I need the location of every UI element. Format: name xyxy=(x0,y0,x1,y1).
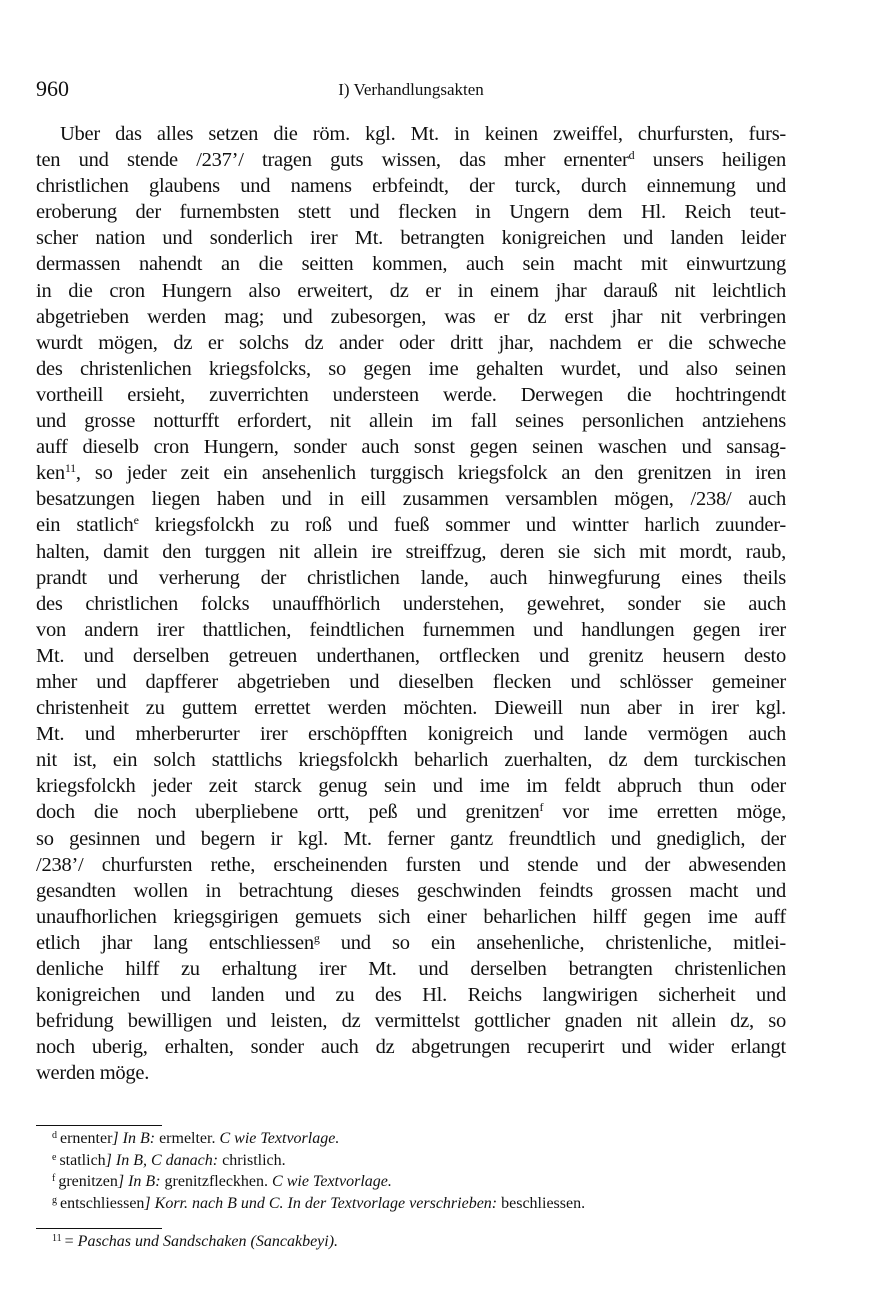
commentary-notes xyxy=(52,1231,338,1253)
text-line: nit ist, ein solch stattlichs kriegsfolckh beharlich zuerhalten, dz dem turckischen xyxy=(36,749,786,772)
text-line: mher und dapfferer abgetrieben und dieselben flecken und schlösser gemeiner xyxy=(36,670,786,693)
commentary-note: $^{11}$ = Paschas und Sandschaken (Sancakbeyi). xyxy=(52,1233,339,1250)
textual-note: $^f$ grenitzen] In B: grenitzfleckhen. C wie Textvorlage. xyxy=(52,1173,392,1190)
text-line: befridung bewilligen und leisten, dz vermittelst gottlicher gnaden nit allein dz, so xyxy=(36,1010,786,1033)
commentary-notes-rule xyxy=(36,1228,162,1229)
textual-note: $^d$ ernenter] In B: ermelter. C wie Textvorlage. xyxy=(52,1130,340,1147)
text-line: unaufhorlichen kriegsgirigen gemuets sich einer beharlichen hilff gegen ime auff xyxy=(36,905,786,928)
text-line: ten und stende /237’/ tragen guts wissen, das mher ernenter$^d$ unsers heiligen xyxy=(36,148,786,172)
note-mark: e xyxy=(52,1151,57,1163)
text-line: von andern irer thattlichen, feindtlichen furnemmen und handlungen gegen irer xyxy=(36,618,786,641)
text-line: kriegsfolckh jeder zeit starck genug sein und ime im feldt abpruch thun oder xyxy=(36,775,786,798)
text-line: abgetrieben werden mag; und zubesorgen, was er dz erst jhar nit verbringen xyxy=(36,305,786,328)
text-line: des christlichen folcks unauffhörlich understehen, gewehret, sonder sie auch xyxy=(36,592,786,615)
note-reference: d xyxy=(628,148,635,163)
text-line: halten, damit den turggen nit allein ire streiffzug, deren sie sich mit mordt, raub, xyxy=(36,540,786,563)
text-line: etlich jhar lang entschliessen$^g$ und so ein ansehenliche, christenliche, mitlei- xyxy=(36,930,786,954)
text-line: christenheit zu guttem errettet werden möchten. Dieweill nun aber in irer kgl. xyxy=(36,697,786,720)
text-line: vortheill ersieht, zuverrichten understeen werde. Derwegen die hochtringendt xyxy=(36,383,786,406)
note-mark: f xyxy=(52,1173,56,1184)
text-line: konigreichen und landen und zu des Hl. Reichs langwirigen sicherheit und xyxy=(36,984,786,1007)
page-header xyxy=(36,76,786,104)
note-reference: g xyxy=(313,930,320,945)
textual-notes xyxy=(52,1128,585,1214)
text-line: werden möge. xyxy=(36,1062,150,1085)
text-line: auff dieselb cron Hungern, sonder auch sonst gegen seinen waschen und sansag- xyxy=(36,436,786,459)
note-reference: f xyxy=(539,800,544,815)
text-line: noch uberig, erhalten, sonder auch dz abgetrungen recuperirt und wider erlangt xyxy=(36,1036,786,1059)
text-line: gesandten wollen in betrachtung dieses geschwinden feindts grossen macht und xyxy=(36,879,786,902)
text-line: und grosse notturfft erfordert, nit allein im fall seines personlichen antziehens xyxy=(36,410,786,433)
textual-notes-rule xyxy=(36,1125,162,1126)
note-mark: g xyxy=(52,1194,57,1206)
text-line: des christenlichen kriegsfolcks, so gegen ime gehalten wurdet, und also seinen xyxy=(36,357,786,380)
page-number: 960 xyxy=(36,76,69,101)
text-line: dermassen nahendt an die seitten kommen, auch sein macht mit einwurtzung xyxy=(36,253,786,276)
text-line: Mt. und derselben getreuen underthanen, ortflecken und grenitz heusern desto xyxy=(36,644,786,667)
text-line: scher nation und sonderlich irer Mt. betrangten konigreichen und landen leider xyxy=(36,227,786,250)
text-line: ken$^{11}$, so jeder zeit ein ansehenlich turggisch kriegsfolck an den grenitzen in iren xyxy=(36,461,786,485)
text-line: in die cron Hungern also erweitert, dz er in einem jhar darauß nit leichtlich xyxy=(36,279,786,302)
main-text xyxy=(36,121,786,1086)
text-line: christlichen glaubens und namens erbfeindt, der turck, durch einnemung und xyxy=(36,175,786,198)
text-line: ein statlich$^e$ kriegsfolckh zu roß und fueß sommer und wintter harlich zuunder- xyxy=(36,513,786,537)
running-head: I) Verhandlungsakten xyxy=(338,80,484,99)
note-reference: 11 xyxy=(64,461,76,476)
text-line: prandt und verherung der christlichen lande, auch hinwegfurung eines theils xyxy=(36,566,786,589)
textual-note: $^e$ statlich] In B, C danach: christlich. xyxy=(52,1151,286,1169)
note-reference: e xyxy=(133,513,139,528)
text-line: doch die noch uberpliebene ortt, peß und grenitzen$^f$ vor ime erretten möge, xyxy=(36,800,787,824)
text-line: Uber das alles setzen die röm. kgl. Mt. in keinen zweiffel, churfursten, furs- xyxy=(60,123,786,145)
text-line: eroberung der furnembsten stett und flecken in Ungern dem Hl. Reich teut- xyxy=(36,201,786,224)
text-line: Mt. und mherberurter irer erschöpfften konigreich und lande vermögen auch xyxy=(36,723,786,746)
text-line: so gesinnen und begern ir kgl. Mt. ferner gantz freundtlich und gnediglich, der xyxy=(36,827,786,850)
text-line: denliche hilff zu erhaltung irer Mt. und derselben betrangten christenlichen xyxy=(36,958,786,980)
note-mark: d xyxy=(52,1130,57,1141)
text-line: wurdt mögen, dz er solchs dz ander oder dritt jhar, nachdem er die schweche xyxy=(36,331,786,354)
text-line: besatzungen liegen haben und in eill zusammen versamblen mögen, /238/ auch xyxy=(36,488,786,511)
text-line: /238’/ churfursten rethe, erscheinenden fursten und stende und der abwesenden xyxy=(36,853,786,876)
textual-note: $^g$ entschliessen] Korr. nach B und C. In der Textvorlage verschrieben: beschliessen. xyxy=(52,1194,586,1212)
note-mark: 11 xyxy=(52,1233,62,1244)
